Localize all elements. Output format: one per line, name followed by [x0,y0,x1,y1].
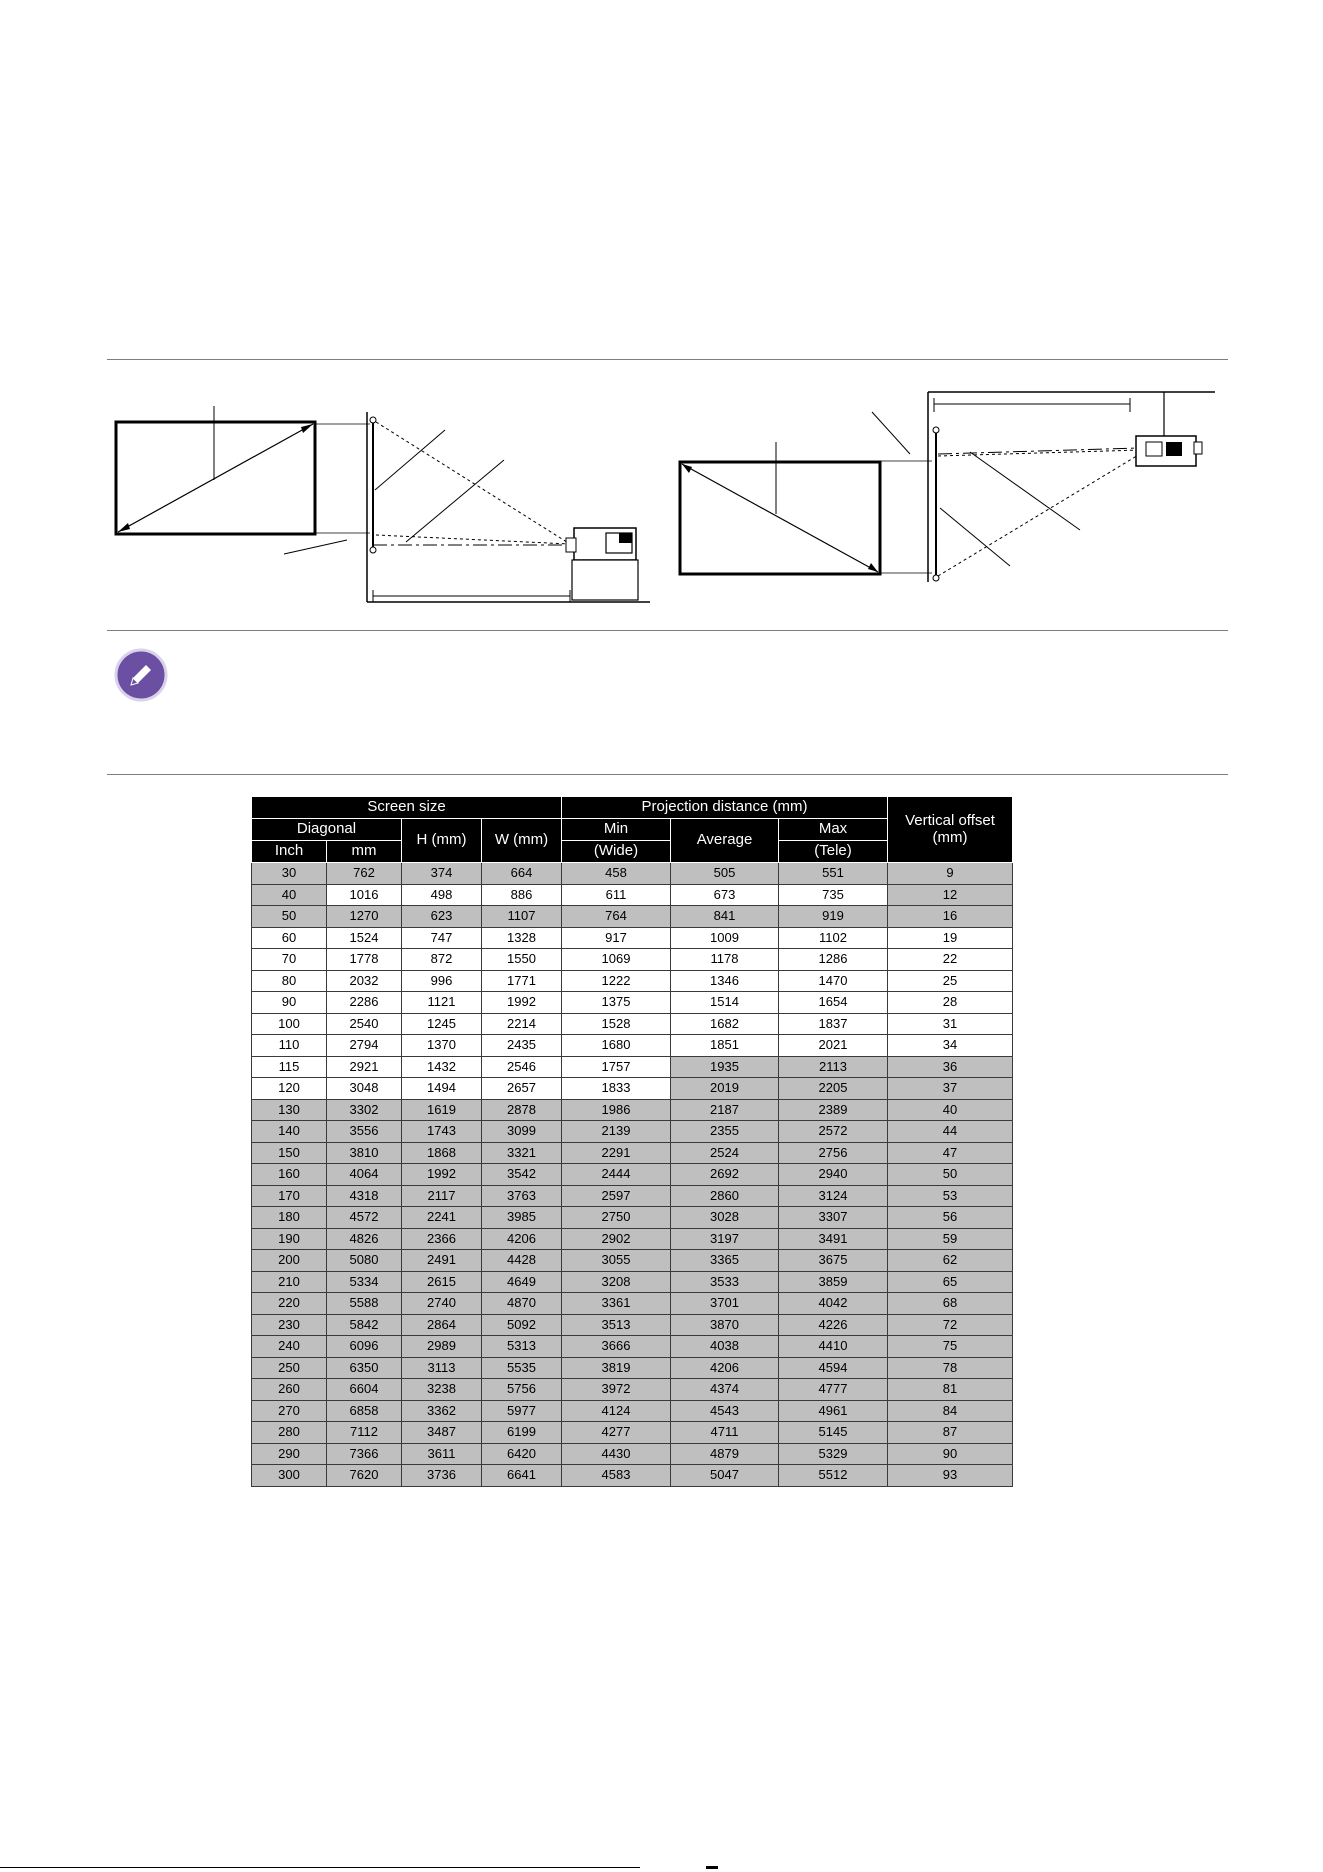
table-cell: 3302 [327,1099,402,1121]
table-cell: 1009 [671,927,779,949]
table-cell: 150 [252,1142,327,1164]
table-cell: 1743 [402,1121,482,1143]
table-cell: 28 [888,992,1013,1014]
table-cell: 673 [671,884,779,906]
header-wide: (Wide) [562,841,671,863]
header-diagonal: Diagonal [252,819,402,841]
table-cell: 81 [888,1379,1013,1401]
table-cell: 2546 [482,1056,562,1078]
table-cell: 3870 [671,1314,779,1336]
table-cell: 2756 [779,1142,888,1164]
table-cell: 2032 [327,970,402,992]
table-cell: 31 [888,1013,1013,1035]
table-cell: 30 [252,863,327,885]
table-cell: 2989 [402,1336,482,1358]
table-cell: 2491 [402,1250,482,1272]
table-cell: 1992 [482,992,562,1014]
table-cell: 1016 [327,884,402,906]
table-cell: 3208 [562,1271,671,1293]
table-cell: 4064 [327,1164,402,1186]
table-cell: 78 [888,1357,1013,1379]
table-cell: 1370 [402,1035,482,1057]
table-row [252,1078,1013,1100]
table-cell: 2139 [562,1121,671,1143]
table-cell: 374 [402,863,482,885]
table-row [252,1443,1013,1465]
table-cell: 72 [888,1314,1013,1336]
table-cell: 3666 [562,1336,671,1358]
table-cell: 5047 [671,1465,779,1487]
table-cell: 1514 [671,992,779,1014]
table-row [252,1379,1013,1401]
table-cell: 3487 [402,1422,482,1444]
table-cell: 505 [671,863,779,885]
table-cell: 2241 [402,1207,482,1229]
floor-installation-diagram [110,370,670,610]
table-cell: 1868 [402,1142,482,1164]
table-cell: 7366 [327,1443,402,1465]
table-cell: 120 [252,1078,327,1100]
table-cell: 2117 [402,1185,482,1207]
table-row [252,1142,1013,1164]
table-cell: 3197 [671,1228,779,1250]
table-cell: 6199 [482,1422,562,1444]
table-cell: 290 [252,1443,327,1465]
table-cell: 115 [252,1056,327,1078]
header-average: Average [671,819,779,863]
table-row [252,1207,1013,1229]
table-cell: 68 [888,1293,1013,1315]
table-body [252,863,1013,1487]
table-cell: 3513 [562,1314,671,1336]
table-cell: 1528 [562,1013,671,1035]
table-row [252,1271,1013,1293]
table-cell: 1550 [482,949,562,971]
table-cell: 735 [779,884,888,906]
table-cell: 2205 [779,1078,888,1100]
table-cell: 3362 [402,1400,482,1422]
table-cell: 6858 [327,1400,402,1422]
table-cell: 93 [888,1465,1013,1487]
table-cell: 3736 [402,1465,482,1487]
table-cell: 2389 [779,1099,888,1121]
table-cell: 140 [252,1121,327,1143]
table-cell: 458 [562,863,671,885]
table-cell: 1654 [779,992,888,1014]
table-cell: 3028 [671,1207,779,1229]
table-cell: 917 [562,927,671,949]
table-cell: 2444 [562,1164,671,1186]
table-cell: 5842 [327,1314,402,1336]
table-cell: 4410 [779,1336,888,1358]
table-cell: 4961 [779,1400,888,1422]
table-row [252,1400,1013,1422]
table-row [252,1357,1013,1379]
table-cell: 2524 [671,1142,779,1164]
table-row [252,1465,1013,1487]
table-cell: 996 [402,970,482,992]
table-cell: 747 [402,927,482,949]
header-vertical-offset: Vertical offset (mm) [888,797,1013,863]
table-cell: 3701 [671,1293,779,1315]
table-cell: 1524 [327,927,402,949]
table-cell: 22 [888,949,1013,971]
section-divider-bottom [107,774,1228,775]
table-row [252,1164,1013,1186]
table-cell: 4374 [671,1379,779,1401]
table-cell: 3055 [562,1250,671,1272]
table-row [252,1185,1013,1207]
table-cell: 762 [327,863,402,885]
table-cell: 5512 [779,1465,888,1487]
table-row [252,970,1013,992]
table-cell: 611 [562,884,671,906]
table-cell: 62 [888,1250,1013,1272]
table-row [252,1293,1013,1315]
table-row [252,863,1013,885]
table-cell: 2878 [482,1099,562,1121]
table-cell: 3099 [482,1121,562,1143]
table-cell: 1069 [562,949,671,971]
table-cell: 6641 [482,1465,562,1487]
table-cell: 5145 [779,1422,888,1444]
table-cell: 1470 [779,970,888,992]
table-cell: 3361 [562,1293,671,1315]
table-cell: 498 [402,884,482,906]
table-row [252,906,1013,928]
table-cell: 4777 [779,1379,888,1401]
table-cell: 3859 [779,1271,888,1293]
table-cell: 3113 [402,1357,482,1379]
table-cell: 3533 [671,1271,779,1293]
table-cell: 2286 [327,992,402,1014]
table-cell: 623 [402,906,482,928]
table-cell: 5313 [482,1336,562,1358]
table-cell: 4826 [327,1228,402,1250]
table-cell: 2597 [562,1185,671,1207]
table-cell: 872 [402,949,482,971]
table-cell: 5092 [482,1314,562,1336]
table-cell: 270 [252,1400,327,1422]
pencil-note-icon [114,648,168,702]
table-row [252,1099,1013,1121]
table-cell: 3321 [482,1142,562,1164]
table-cell: 1245 [402,1013,482,1035]
table-row [252,992,1013,1014]
table-row [252,1013,1013,1035]
table-cell: 1102 [779,927,888,949]
table-row [252,1422,1013,1444]
ceiling-installation-diagram [670,370,1230,610]
table-cell: 5535 [482,1357,562,1379]
table-cell: 6604 [327,1379,402,1401]
table-row [252,949,1013,971]
section-divider-top [107,359,1228,360]
table-cell: 75 [888,1336,1013,1358]
table-row [252,1314,1013,1336]
table-cell: 220 [252,1293,327,1315]
table-row [252,1228,1013,1250]
table-cell: 664 [482,863,562,885]
table-cell: 1494 [402,1078,482,1100]
table-cell: 2921 [327,1056,402,1078]
table-cell: 16 [888,906,1013,928]
table-cell: 3556 [327,1121,402,1143]
table-cell: 37 [888,1078,1013,1100]
table-cell: 4543 [671,1400,779,1422]
table-cell: 100 [252,1013,327,1035]
table-cell: 180 [252,1207,327,1229]
table-cell: 3810 [327,1142,402,1164]
table-cell: 1837 [779,1013,888,1035]
table-cell: 886 [482,884,562,906]
table-cell: 1121 [402,992,482,1014]
table-cell: 84 [888,1400,1013,1422]
table-cell: 2355 [671,1121,779,1143]
table-cell: 160 [252,1164,327,1186]
table-cell: 6096 [327,1336,402,1358]
footer-rule [0,1867,640,1868]
table-cell: 3542 [482,1164,562,1186]
table-cell: 56 [888,1207,1013,1229]
table-cell: 50 [252,906,327,928]
table-cell: 4226 [779,1314,888,1336]
table-cell: 1286 [779,949,888,971]
table-cell: 7620 [327,1465,402,1487]
table-cell: 230 [252,1314,327,1336]
table-cell: 53 [888,1185,1013,1207]
table-cell: 300 [252,1465,327,1487]
table-cell: 59 [888,1228,1013,1250]
table-cell: 1270 [327,906,402,928]
table-cell: 90 [252,992,327,1014]
table-cell: 3819 [562,1357,671,1379]
table-cell: 170 [252,1185,327,1207]
table-cell: 2740 [402,1293,482,1315]
table-cell: 1757 [562,1056,671,1078]
table-cell: 5756 [482,1379,562,1401]
table-cell: 1935 [671,1056,779,1078]
table-cell: 1222 [562,970,671,992]
table-cell: 190 [252,1228,327,1250]
table-cell: 210 [252,1271,327,1293]
table-cell: 240 [252,1336,327,1358]
table-cell: 1778 [327,949,402,971]
table-cell: 841 [671,906,779,928]
table-cell: 3048 [327,1078,402,1100]
table-cell: 4206 [482,1228,562,1250]
table-cell: 40 [252,884,327,906]
table-cell: 3985 [482,1207,562,1229]
table-cell: 1432 [402,1056,482,1078]
table-cell: 2750 [562,1207,671,1229]
table-cell: 4038 [671,1336,779,1358]
table-cell: 6420 [482,1443,562,1465]
table-cell: 200 [252,1250,327,1272]
table-cell: 2940 [779,1164,888,1186]
table-cell: 4042 [779,1293,888,1315]
table-row [252,1336,1013,1358]
header-inch: Inch [252,841,327,863]
table-cell: 110 [252,1035,327,1057]
table-cell: 280 [252,1422,327,1444]
table-cell: 3491 [779,1228,888,1250]
table-cell: 1851 [671,1035,779,1057]
table-cell: 34 [888,1035,1013,1057]
table-cell: 47 [888,1142,1013,1164]
table-cell: 3611 [402,1443,482,1465]
table-cell: 4124 [562,1400,671,1422]
table-cell: 2692 [671,1164,779,1186]
table-cell: 7112 [327,1422,402,1444]
table-cell: 4277 [562,1422,671,1444]
table-row [252,1056,1013,1078]
table-cell: 2435 [482,1035,562,1057]
table-cell: 3365 [671,1250,779,1272]
table-cell: 1771 [482,970,562,992]
table-cell: 3238 [402,1379,482,1401]
table-row [252,1035,1013,1057]
table-cell: 2794 [327,1035,402,1057]
table-cell: 1986 [562,1099,671,1121]
table-cell: 2019 [671,1078,779,1100]
table-cell: 1375 [562,992,671,1014]
projection-distance-table [251,796,1013,1487]
table-cell: 44 [888,1121,1013,1143]
table-cell: 87 [888,1422,1013,1444]
table-cell: 1178 [671,949,779,971]
table-cell: 2291 [562,1142,671,1164]
table-row [252,884,1013,906]
table-cell: 4649 [482,1271,562,1293]
header-min: Min [562,819,671,841]
table-cell: 5334 [327,1271,402,1293]
table-cell: 2113 [779,1056,888,1078]
table-cell: 90 [888,1443,1013,1465]
table-cell: 50 [888,1164,1013,1186]
table-cell: 4430 [562,1443,671,1465]
table-cell: 4318 [327,1185,402,1207]
table-cell: 2021 [779,1035,888,1057]
table-cell: 2860 [671,1185,779,1207]
table-cell: 4870 [482,1293,562,1315]
table-cell: 260 [252,1379,327,1401]
table-cell: 1680 [562,1035,671,1057]
table-cell: 2187 [671,1099,779,1121]
table-cell: 5588 [327,1293,402,1315]
table-row [252,1250,1013,1272]
table-cell: 2214 [482,1013,562,1035]
table-cell: 80 [252,970,327,992]
table-cell: 4572 [327,1207,402,1229]
table-cell: 5329 [779,1443,888,1465]
section-divider-middle [107,630,1228,631]
table-cell: 4583 [562,1465,671,1487]
table-cell: 3972 [562,1379,671,1401]
table-cell: 60 [252,927,327,949]
header-mm: mm [327,841,402,863]
table-row [252,1121,1013,1143]
table-cell: 2902 [562,1228,671,1250]
table-cell: 551 [779,863,888,885]
table-cell: 1107 [482,906,562,928]
table-cell: 3675 [779,1250,888,1272]
table-cell: 1328 [482,927,562,949]
table-cell: 5080 [327,1250,402,1272]
table-cell: 6350 [327,1357,402,1379]
table-cell: 764 [562,906,671,928]
table-cell: 919 [779,906,888,928]
header-max: Max [779,819,888,841]
table-cell: 130 [252,1099,327,1121]
table-cell: 2864 [402,1314,482,1336]
table-cell: 1833 [562,1078,671,1100]
header-w-mm: W (mm) [482,819,562,863]
table-cell: 5977 [482,1400,562,1422]
table-cell: 1619 [402,1099,482,1121]
table-cell: 19 [888,927,1013,949]
header-projection-distance: Projection distance (mm) [562,797,888,819]
header-screen-size: Screen size [252,797,562,819]
table-cell: 70 [252,949,327,971]
table-cell: 1346 [671,970,779,992]
table-cell: 2657 [482,1078,562,1100]
table-cell: 2366 [402,1228,482,1250]
table-cell: 1992 [402,1164,482,1186]
table-cell: 2615 [402,1271,482,1293]
table-cell: 4711 [671,1422,779,1444]
table-cell: 2572 [779,1121,888,1143]
table-cell: 1682 [671,1013,779,1035]
table-cell: 9 [888,863,1013,885]
table-cell: 3124 [779,1185,888,1207]
table-cell: 4428 [482,1250,562,1272]
table-row [252,927,1013,949]
table-cell: 3763 [482,1185,562,1207]
table-cell: 3307 [779,1207,888,1229]
table-cell: 4594 [779,1357,888,1379]
table-cell: 4879 [671,1443,779,1465]
table-cell: 12 [888,884,1013,906]
table-cell: 4206 [671,1357,779,1379]
table-cell: 2540 [327,1013,402,1035]
table-cell: 40 [888,1099,1013,1121]
header-h-mm: H (mm) [402,819,482,863]
table-cell: 25 [888,970,1013,992]
header-tele: (Tele) [779,841,888,863]
table-cell: 250 [252,1357,327,1379]
footer-mark [706,1866,718,1869]
table-cell: 65 [888,1271,1013,1293]
table-cell: 36 [888,1056,1013,1078]
